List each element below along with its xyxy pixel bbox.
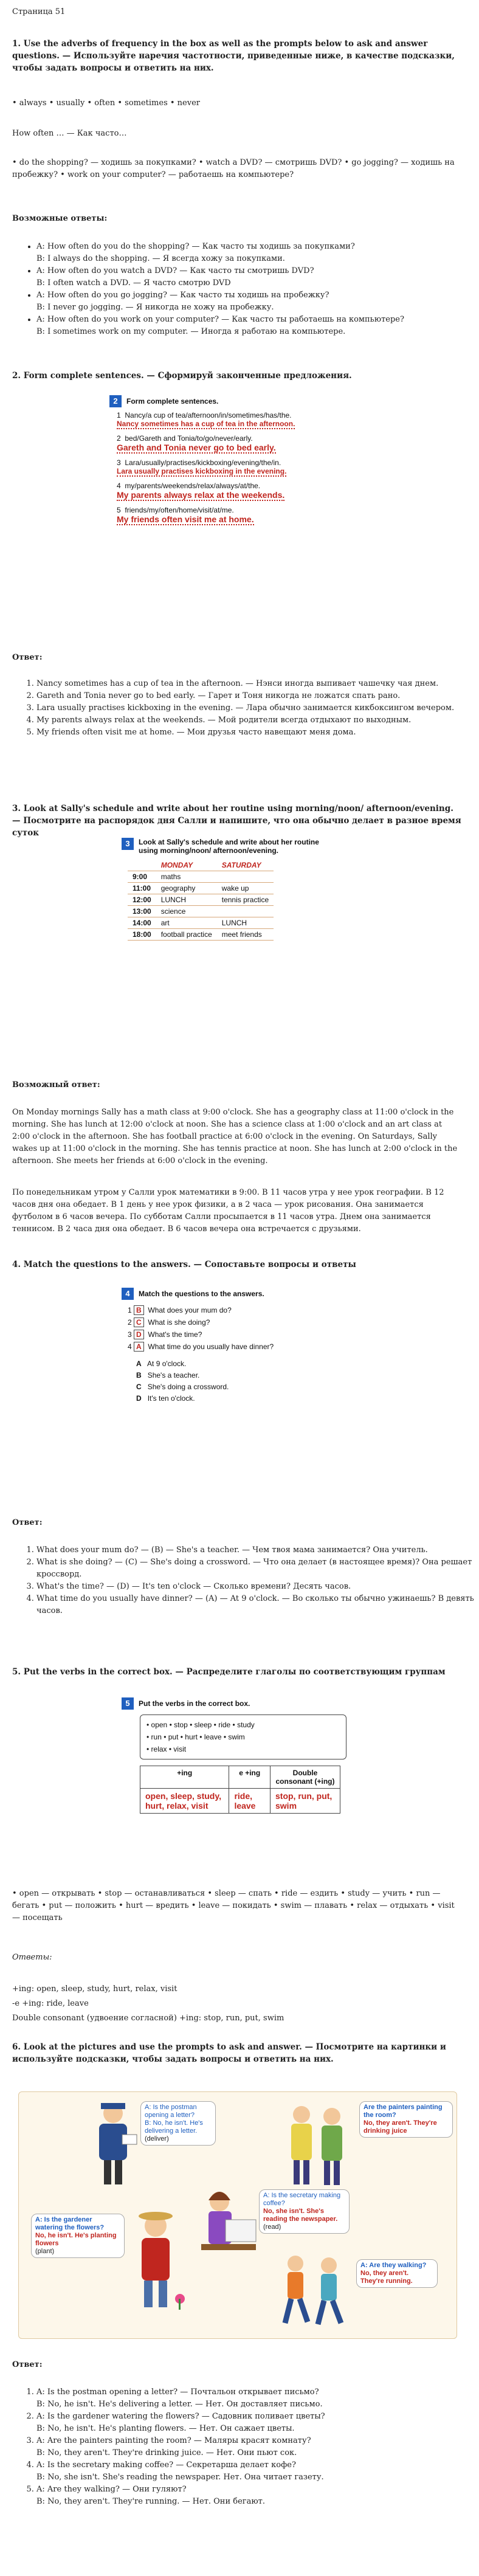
verb-box: • open • stop • sleep • ride • study • run • put • hurt • leave • swim • relax • visit — [140, 1714, 346, 1759]
task4-answers-title: Ответ: — [12, 1518, 43, 1527]
list-item: • A: How often do you go jogging? — Как часто ты ходишь на пробежку? B: I never go jogging. — Я никогда не хожу на пробежку. — [36, 289, 474, 314]
exercise-item: 3 Lara/usually/practises/kickboxing/evening/the/in. Lara usually practises kickboxing in the evening. — [117, 458, 287, 475]
exercise-item: 4 my/parents/weekends/relax/always/at/the. My parents always relax at the weekends. — [117, 482, 285, 500]
task1-how-often: How often … — Как часто… — [12, 129, 127, 138]
task3-answer-ru: По понедельникам утром у Салли урок математики в 9:00. В 11 часов утра у нее урок географии. В 12 часов дня она обедает. В 1 день у нее урок физики, а в 2 часа — урок рисования. Она занимается футболом в 6 часов вечера. По субботам Салли просыпается в 11 часов утра. Днем она занимается теннисом. В 2 часа дня она обедает. В 6 часов вечера она встречается с друзьями. — [12, 1188, 444, 1234]
speech-bubble: A: Are they walking? No, they aren't. They're running. — [356, 2259, 438, 2288]
postman-illustration — [86, 2098, 140, 2189]
speech-bubble: Are the painters painting the room? No, they aren't. They're drinking juice — [359, 2101, 453, 2138]
task1-answers-title: Возможные ответы: — [12, 214, 108, 223]
task5-translation: • open — открывать • stop — останавливаться • sleep — спать • ride — ездить • study — учить • run — бегать • put — положить • hurt — вредить • leave — покидать • swim — плавать • relax — отдыхать • visit — посещать — [12, 1889, 455, 1922]
table-row: 9:00 maths — [128, 871, 274, 883]
column-header: e +ing — [229, 1766, 271, 1789]
task1-answer-list — [12, 241, 474, 338]
task5-heading: 5. Put the verbs in the correct box. — Распределите глаголы по соответствующим группам — [12, 1667, 446, 1677]
exercise-title: Look at Sally's schedule and write about her routine using morning/noon/ afternoon/evening. — [139, 838, 319, 855]
task2-answers-title: Ответ: — [12, 653, 43, 662]
task3-heading: 3. Look at Sally's schedule and write about her routine using morning/noon/ afternoon/evening. — Посмотрите на распорядок дня Салли и напишите, что она обычно делает в разное время суток — [12, 804, 461, 838]
task3-answer-title: Возможный ответ: — [12, 1080, 100, 1089]
task6-pictures — [18, 2091, 457, 2339]
list-item: 3. A: Are the painters painting the room? — Маляры красят комнату? B: No, they aren't. They're drinking juice. — Нет. Они пьют сок. — [36, 2435, 474, 2459]
table-row: 12:00 LUNCH tennis practice — [128, 894, 274, 906]
exercise-number: 5 — [122, 1697, 134, 1710]
option-row: C She's doing a crossword. — [136, 1383, 229, 1391]
list-item: 4. What time do you usually have dinner? — (A) — At 9 o'clock. — Во сколько ты обычно ужинаешь? В девять часов. — [36, 1593, 474, 1617]
list-item: 2. What is she doing? — (C) — She's doing a crossword. — Что она делает (в настоящее время)? Она решает кроссворд. — [36, 1556, 474, 1581]
column-header: +ing — [140, 1766, 229, 1789]
task2-exercise-image — [109, 395, 365, 629]
table-row: 18:00 football practice meet friends — [128, 929, 274, 941]
list-item: 2. Gareth and Tonia never go to bed early. — Гарет и Тоня никогда не ложатся спать рано. — [36, 690, 474, 702]
task1-prompts: • do the shopping? — ходишь за покупками? • watch a DVD? — смотришь DVD? • go jogging? — ходишь на пробежку? • work on your computer? — работаешь на компьютере? — [12, 158, 455, 179]
page-label: Страница 51 — [12, 7, 66, 16]
task5-answers-title: Ответы: — [12, 1953, 52, 1962]
speech-bubble: A: Is the secretary making coffee? No, she isn't. She's reading the newspaper. (read) — [259, 2189, 350, 2234]
task5-answer-double: Double consonant (удвоение согласной) +ing: stop, run, put, swim — [12, 2014, 284, 2023]
exercise-title: Form complete sentences. — [126, 397, 219, 406]
painters-illustration — [280, 2099, 353, 2191]
table-row: open, sleep, study, hurt, relax, visit ride, leave stop, run, put, swim — [140, 1789, 340, 1814]
column-header: MONDAY — [156, 860, 217, 871]
task3-exercise-image — [122, 838, 365, 1048]
list-item: • A: How often do you work on your computer? — Как часто ты работаешь на компьютере? B: I sometimes work on my computer. — Иногда я работаю на компьютере. — [36, 314, 474, 338]
task2-answer-list — [12, 678, 474, 739]
exercise-number: 2 — [109, 395, 122, 407]
speech-bubble: A: Is the postman opening a letter? B: No, he isn't. He's delivering a letter. (deliver) — [140, 2101, 216, 2146]
column-header: Double consonant (+ing) — [271, 1766, 340, 1789]
option-row: D It's ten o'clock. — [136, 1394, 195, 1403]
verb-table — [140, 1766, 340, 1814]
gardener-illustration — [122, 2208, 189, 2311]
question-row: 4 A What time do you usually have dinner? — [128, 1342, 274, 1351]
task2-heading: 2. Form complete sentences. — Сформируй законченные предложения. — [12, 371, 352, 381]
list-item: • A: How often do you do the shopping? — Как часто ты ходишь за покупками? B: I always do the shopping. — Я всегда хожу за покупками. — [36, 241, 474, 265]
question-row: 1 B What does your mum do? — [128, 1306, 232, 1314]
list-item: 5. A: Are they walking? — Они гуляют? B: No, they aren't. They're running. — Нет. Они бегают. — [36, 2484, 474, 2508]
task1-heading: 1. Use the adverbs of frequency in the box as well as the prompts below to ask and answer questions. — Используйте наречия частотности, приведенные ниже, в качестве подсказки, чтобы задать вопросы и ответить на них. — [12, 39, 455, 73]
task6-heading: 6. Look at the pictures and use the prompts to ask and answer. — Посмотрите на картинки и используйте подсказки, чтобы задать вопросы и ответить на них. — [12, 2042, 446, 2064]
exercise-number: 4 — [122, 1288, 134, 1300]
task3-answer-en: On Monday mornings Sally has a math class at 9:00 o'clock. She has a geography class at 11:00 o'clock in the morning. She has lunch at 12:00 o'clock at noon. She has a science class at 1:00 o'clock and an art class at 2:00 o'clock in the afternoon. She has football practice at 6:00 o'clock in the evening. On Saturdays, Sally wakes up at 11:00 o'clock in the morning. She has tennis practice at noon. She has lunch at 2:00 o'clock in the afternoon. She meets her friends at 6:00 o'clock in the evening. — [12, 1108, 458, 1165]
option-row: A At 9 o'clock. — [136, 1359, 187, 1368]
list-item: 4. My parents always relax at the weekends. — Мой родители всегда отдыхают по выходным. — [36, 714, 474, 727]
list-item: 3. Lara usually practises kickboxing in the evening. — Лара обычно занимается кикбоксингом вечером. — [36, 702, 474, 714]
runners-illustration — [274, 2250, 353, 2335]
task1-adverbs: • always • usually • often • sometimes • never — [12, 98, 200, 108]
list-item: 5. My friends often visit me at home. — Мои друзья часто навещают меня дома. — [36, 727, 474, 739]
task5-answer-ing: +ing: open, sleep, study, hurt, relax, visit — [12, 1984, 177, 1994]
exercise-item: 2 bed/Gareth and Tonia/to/go/never/early. Gareth and Tonia never go to bed early. — [117, 434, 276, 452]
list-item: 4. A: Is the secretary making coffee? — Секретарша делает кофе? B: No, she isn't. She's reading the newspaper. Нет. Она читает газету. — [36, 2459, 474, 2484]
task5-exercise-image — [122, 1697, 365, 1862]
task6-answer-list — [12, 2386, 474, 2508]
exercise-title: Put the verbs in the correct box. — [139, 1699, 250, 1708]
list-item: 1. Nancy sometimes has a cup of tea in the afternoon. — Нэнси иногда выпивает чашечку чая днем. — [36, 678, 474, 690]
exercise-title: Match the questions to the answers. — [139, 1290, 264, 1298]
question-row: 3 D What's the time? — [128, 1330, 202, 1339]
list-item: 2. A: Is the gardener watering the flowers? — Садовник поливает цветы? B: No, he isn't. He's planting flowers. — Нет. Он сажает цветы. — [36, 2411, 474, 2435]
list-item: • A: How often do you watch a DVD? — Как часто ты смотришь DVD? B: I often watch a DVD. — Я часто смотрю DVD — [36, 265, 474, 289]
task4-heading: 4. Match the questions to the answers. — Сопоставьте вопросы и ответы — [12, 1260, 356, 1269]
secretary-illustration — [195, 2183, 262, 2274]
schedule-table — [128, 860, 274, 941]
exercise-item: 1 Nancy/a cup of tea/afternoon/in/sometimes/has/the. Nancy sometimes has a cup of tea in the afternoon. — [117, 411, 295, 428]
list-item: 3. What's the time? — (D) — It's ten o'clock — Сколько времени? Десять часов. — [36, 1581, 474, 1593]
exercise-item: 5 friends/my/often/home/visit/at/me. My friends often visit me at home. — [117, 506, 254, 524]
task4-answer-list — [12, 1544, 474, 1617]
exercise-number: 3 — [122, 838, 134, 850]
table-row: 11:00 geography wake up — [128, 883, 274, 894]
question-row: 2 C What is she doing? — [128, 1318, 210, 1327]
table-row: 13:00 science — [128, 906, 274, 917]
task5-answer-e-ing: -e +ing: ride, leave — [12, 1999, 89, 2008]
task6-answers-title: Ответ: — [12, 2360, 43, 2369]
list-item: 1. What does your mum do? — (B) — She's a teacher. — Чем твоя мама занимается? Она учитель. — [36, 1544, 474, 1556]
list-item: 1. A: Is the postman opening a letter? — Почтальон открывает письмо? B: No, he isn't. He's delivering a letter. — Нет. Он доставляет письмо. — [36, 2386, 474, 2411]
table-row: 14:00 art LUNCH — [128, 917, 274, 929]
task4-exercise-image — [122, 1288, 365, 1494]
option-row: B She's a teacher. — [136, 1371, 200, 1380]
column-header: SATURDAY — [217, 860, 274, 871]
speech-bubble: A: Is the gardener watering the flowers? No, he isn't. He's planting flowers (plant) — [31, 2214, 125, 2258]
